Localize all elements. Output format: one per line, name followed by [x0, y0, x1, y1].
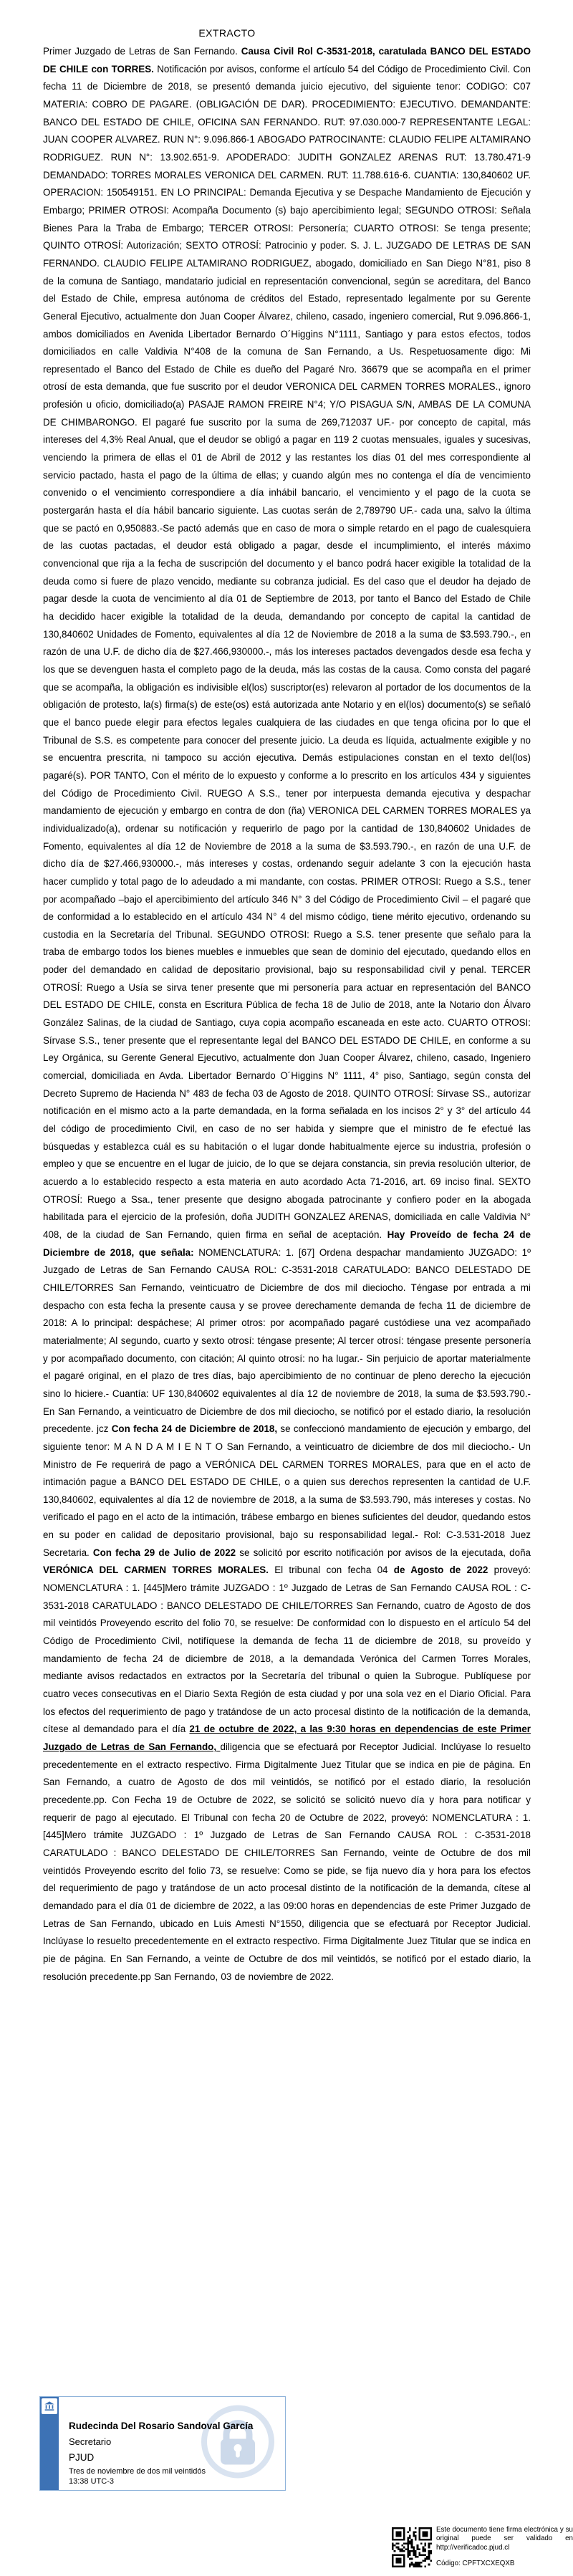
qr-code [392, 2527, 432, 2567]
verification-stamp [392, 2526, 573, 2572]
verification-text: Este documento tiene firma electrónica y su original puede ser validado en http://verificadoc.pjud.cl [436, 2526, 573, 2552]
signature-details [69, 2421, 279, 2486]
signer-name: Rudecinda Del Rosario Sandoval García [69, 2421, 254, 2431]
signature-accent-bar [40, 2397, 59, 2490]
verification-code-line [436, 2560, 514, 2567]
document-title: EXTRACTO [198, 27, 256, 39]
signature-date: Tres de noviembre de dos mil veintidós [69, 2467, 206, 2476]
verification-code-label: Código: [436, 2560, 461, 2567]
signer-organization: PJUD [69, 2452, 95, 2463]
courthouse-icon [42, 2398, 57, 2414]
verification-code: CPFTXCXEQXB [462, 2560, 515, 2567]
document-body-text: Primer Juzgado de Letras de San Fernando. Causa Civil Rol C-3531-2018, caratulada BANCO DEL ESTADO DE CHILE con TORRES. Notificación por avisos, conforme el artículo 54 del Código de Procedimiento Civil. Con fecha 11 de Diciembre de 2018, se presentó demanda juicio ejecutivo, del siguiente tenor: CODIGO: C07 MATERIA: COBRO DE PAGARE. (OBLIGACIÓN DE DAR). PROCEDIMIENTO: EJECUTIVO. DEMANDANTE: BANCO DEL ESTADO DE CHILE, OFICINA SAN FERNANDO. RUT: 97.030.000-7 REPRESENTANTE LEGAL: JUAN COOPER ALVAREZ. RUN N°: 9.096.866-1 ABOGADO PATROCINANTE: CLAUDIO FELIPE ALTAMIRANO RODRIGUEZ. RUN N°: 13.902.651-9. APODERADO: JUDITH GONZALEZ ARENAS RUT: 13.780.471-9 DEMANDADO: TORRES MORALES VERONICA DEL CARMEN. RUT: 11.788.616-6. CUANTIA: 130,840602 UF. OPERACION: 150549151. EN LO PRINCIPAL: Demanda Ejecutiva y se Despache Mandamiento de Ejecución y Embargo; PRIMER OTROSI: Acompaña Documento (s) bajo apercibimiento legal; SEGUNDO OTROSI: Señala Bienes Para la Traba de Embargo; TERCER OTROSI: Personería; CUARTO OTROSI: Se tenga presente; QUINTO OTROSÍ: Autorización; SEXTO OTROSÍ: Patrocinio y poder. S. J. L. JUZGADO DE LETRAS DE SAN FERNANDO. CLAUDIO FELIPE ALTAMIRANO RODRIGUEZ, abogado, domiciliado en San Diego N°81, piso 8 de la comuna de Santiago, mandatario judicial en representación convencional, según se acreditara, del Banco del Estado de Chile, empresa autónoma de créditos del Estado, representado legalmente por su Gerente General Ejecutivo, actualmente don Juan Cooper Álvarez, chileno, casado, ingeniero comercial, Rut 9.096.866-1, ambos domiciliados en Avenida Libertador Bernardo O´Higgins N°1111, Santiago y para estos efectos, todos domiciliados en calle Valdivia N°408 de la comuna de San Fernando, a Us. Respetuosamente digo: Mi representado el Banco del Estado de Chile es dueño del Pagaré Nro. 36679 que se acompaña en el primer otrosí de esta demanda, que fue suscrito por el deudor VERONICA DEL CARMEN TORRES MORALES., ignoro profesión u oficio, domiciliado(a) PASAJE RAMON FREIRE N°4; Y/O PISAGUA S/N, AMBAS DE LA COMUNA DE CHIMBARONGO. El pagaré fue suscrito por la suma de 269,712037 UF.- por concepto de capital, más intereses del 4,3% Real Anual, que el deudor se obligó a pagar en 119 2 cuotas mensuales, iguales y sucesivas, venciendo la primera de ellas el 01 de Abril de 2012 y las restantes los días 01 del mes correspondiente al servicio pactado, hasta el pago de la última de ellas; y cuando algún mes no contenga el día de vencimiento convenido o el vencimiento correspondiere a día inhábil bancario, el vencimiento y el pago de la cuota se postergarán hasta el día hábil bancario siguiente. Las cuotas serán de 2,789790 UF.- cada una, salvo la última que se pactó en 0,950883.-Se pactó además que en caso de mora o simple retardo en el pago de cualesquiera de las cuotas pactadas, el deudor está obligado a pagar, desde el incumplimiento, el interés máximo convencional que rija a la fecha de suscripción del documento y el banco podrá hacer exigible la totalidad de la deuda como si fuere de plazo vencido, mediante su cobranza judicial. Es del caso que el deudor ha dejado de pagar desde la cuota de vencimiento al día 01 de Septiembre de 2013, por tanto el Banco del Estado de Chile ha decidido hacer exigible la totalidad de la deuda, demandando por concepto de capital la cantidad de 130,840602 Unidades de Fomento, equivalentes al día 12 de Noviembre de 2018 a la suma de $3.593.790.-, en razón de una U.F. de dicho día de $27.466,930000.-, más los intereses pactados devengados desde esa fecha y los que se devenguen hasta el completo pago de la deuda, más las costas de la causa. Como consta del pagaré que se acompaña, la obligación es indivisible el(los) suscriptor(es) relevaron al portador de los documentos de la obligación de protesto, la(s) firma(s) de este(os) está autorizada ante Notario y en el(los) documento(s) se señaló que el banco puede elegir para efectos legales cualquiera de las ciudades en que tenga oficina por lo que el Tribunal de S.S. es competente para conocer del presente juicio. La deuda es líquida, actualmente exigible y no se encuentra prescrita, ni tampoco su acción ejecutiva. Demás estipulaciones constan en el texto del(los) pagaré(s). POR TANTO, Con el mérito de lo expuesto y conforme a lo prescrito en los artículos 434 y siguientes del Código de Procedimiento Civil. RUEGO A S.S., tener por interpuesta demanda ejecutiva y despachar mandamiento de ejecución y embargo en contra de don (ña) VERONICA DEL CARMEN TORRES MORALES ya individualizado(a), ordenar su notificación y requerirlo de pago por la cantidad de 130,840602 Unidades de Fomento, equivalentes al día 12 de Noviembre de 2018 a la suma de $3.593.790.-, en razón de una U.F. de dicho día de $27.466,930000.-, más intereses y costas, ordenando seguir adelante 3 con la ejecución hasta hacer cumplido y total pago de lo adeudado a mi mandante, con costas. PRIMER OTROSI: Ruego a S.S., tener por acompañado –bajo el apercibimiento del artículo 346 N° 3 del Código de Procedimiento Civil – el pagaré que de conformidad a lo establecido en el artículo 434 N° 4 del mismo código, tiene mérito ejecutivo, ordenando su custodia en la Secretaría del Tribunal. SEGUNDO OTROSI: Ruego a S.S. tener presente que señalo para la traba de embargo todos los bienes muebles e inmuebles que sean de dominio del ejecutado, quedando ellos en poder del demandado en calidad de depositario provisional, bajo su responsabilidad civil y penal. TERCER OTROSÍ: Ruego a Usía se sirva tener presente que mi personería para actuar en representación del BANCO DEL ESTADO DE CHILE, consta en Escritura Pública de fecha 18 de Julio de 2018, ante la Notario don Álvaro González Salinas, de la ciudad de Santiago, cuya copia acompaño escaneada en este acto. CUARTO OTROSI: Sírvase S.S., tener presente que el representante legal del BANCO DEL ESTADO DE CHILE, en conforme a su Ley Orgánica, su Gerente General Ejecutivo, actualmente don Juan Cooper Álvarez, chileno, casado, Ingeniero comercial, domiciliada en Avda. Libertador Bernardo O´Higgins N° 1111, 4° piso, Santiago, según consta del Decreto Supremo de Hacienda N° 483 de fecha 03 de Agosto de 2018. QUINTO OTROSÍ: Sírvase SS., autorizar notificación en el mismo acto a la parte demandada, en la forma señalada en los incisos 2° y 3° del artículo 44 del código de procedimiento Civil, en caso de no ser habida y siempre que el ministro de fe efectué las búsquedas y establezca cuál es su habitación o el lugar donde habitualmente ejerce su industria, profesión o empleo y que se encuentre en el lugar de juicio, de lo que se dejara constancia, sin previa resolución ulterior, de acuerdo a lo establecido respecto a esta materia en auto acordado Acta 71-2016, art. 69 inciso final. SEXTO OTROSÍ: Ruego a Ssa., tener presente que designo abogada patrocinante y confiero poder en la abogada habilitada para el ejercicio de la profesión, doña JUDITH GONZALEZ ARENAS, domiciliada en calle Valdivia N° 408, de la ciudad de San Fernando, quien firma en señal de aceptación. Hay Proveído de fecha 24 de Diciembre de 2018, que señala: NOMENCLATURA: 1. [67] Ordena despachar mandamiento JUZGADO: 1º Juzgado de Letras de San Fernando CAUSA ROL: C-3531-2018 CARATULADO: BANCO DELESTADO DE CHILE/TORRES San Fernando, veinticuatro de Diciembre de dos mil dieciocho. Téngase por entrada a mi despacho con esta fecha la presente causa y se provee derechamente demanda de fecha 11 de diciembre de 2018: A lo principal: despáchese; Al primer otros: por acompañado pagaré custódiese una vez acompañado materialmente; Al segundo, cuarto y sexto otrosí: téngase presente; Al tercer otrosí: téngase presente personería y por acompañado documento, con citación; Al quinto otrosí: no ha lugar.- Sin perjuicio de aportar materialmente el pagaré original, en el plazo de tres días, bajo apercibimiento de no continuar de pleno derecho la ejecución sino lo hiciere.- Cuantía: UF 130,840602 equivalentes al día 12 de noviembre de 2018, la suma de $3.593.790.- En San Fernando, a veinticuatro de Diciembre de dos mil dieciocho, se notificó por el estado diario, la resolución precedente. jcz Con fecha 24 de Diciembre de 2018, se confeccionó mandamiento de ejecución y embargo, del siguiente tenor: M A N D A M I E N T O San Fernando, a veinticuatro de diciembre de dos mil dieciocho.- Un Ministro de Fe requerirá de pago a VERÓNICA DEL CARMEN TORRES MORALES, para que en el acto de intimación pague a BANCO DEL ESTADO DE CHILE, o a quien sus derechos representen la cantidad de U.F. 130,840602, equivalentes al día 12 de noviembre de 2018, a la suma de $3.593.790, más intereses y costas. No verificado el pago en el acto de la intimación, trábese embargo en bienes suficientes del deudor, quedando estos en su poder en calidad de depositario provisional, bajo su responsabilidad legal.- Rol: C-3.531-2018 Juez Secretaria. Con fecha 29 de Julio de 2022 se solicitó por escrito notificación por avisos de la ejecutada, doña VERÓNICA DEL CARMEN TORRES MORALES. El tribunal con fecha 04 de Agosto de 2022 proveyó: NOMENCLATURA : 1. [445]Mero trámite JUZGADO : 1º Juzgado de Letras de San Fernando CAUSA ROL : C-3531-2018 CARATULADO : BANCO DELESTADO DE CHILE/TORRES San Fernando, cuatro de Agosto de dos mil veintidós Proveyendo escrito del folio 70, se resuelve: De conformidad con lo dispuesto en el artículo 54 del Código de Procedimiento Civil, notifíquese la demanda de fecha 11 de diciembre de 2018, su proveído y mandamiento de fecha 24 de diciembre de 2018, a la demandada Verónica del Carmen Torres Morales, mediante avisos redactados en extractos por la Secretaría del tribunal o quien la Subrogue. Publíquese por cuatro veces consecutivas en el Diario Sexta Región de esta ciudad y por una sola vez en el Diario Oficial. Para los efectos del requerimiento de pago y tratándose de un acto procesal distinto de la notificación de la demanda, cítese al demandado para el día 21 de octubre de 2022, a las 9:30 horas en dependencias de este Primer Juzgado de Letras de San Fernando, diligencia que se efectuará por Receptor Judicial. Inclúyase lo resuelto precedentemente en el extracto respectivo. Firma Digitalmente Juez Titular que se indica en pie de página. En San Fernando, a cuatro de Agosto de dos mil veintidós, se notificó por el estado diario, la resolución precedente.pp. Con Fecha 19 de Octubre de 2022, se solicitó se solicitó nuevo día y hora para notificar y requerir de pago al ejecutado. El Tribunal con fecha 20 de Octubre de 2022, proveyó: NOMENCLATURA : 1. [445]Mero trámite JUZGADO : 1º Juzgado de Letras de San Fernando CAUSA ROL : C-3531-2018 CARATULADO : BANCO DELESTADO DE CHILE/TORRES San Fernando, veinte de Octubre de dos mil veintidós Proveyendo escrito del folio 73, se resuelve: Como se pide, se fija nuevo día y hora para los efectos del requerimiento de pago y tratándose de un acto procesal distinto de la notificación de la demanda, cítese al demandado para el día 01 de diciembre de 2022, a las 09:00 horas en dependencias de este Primer Juzgado de Letras de San Fernando, ubicado en Luis Amesti N°1550, diligencia que se efectuará por Receptor Judicial. Inclúyase lo resuelto precedentemente en el extracto respectivo. Firma Digitalmente Juez Titular que se indica en pie de página. En San Fernando, a veinte de Octubre de dos mil veintidós, se notificó por el estado diario, la resolución precedente.pp San Fernando, 03 de noviembre de 2022. [43, 46, 531, 1982]
signer-role: Secretario [69, 2436, 112, 2447]
electronic-signature-box [39, 2396, 286, 2491]
signature-time: 13:38 UTC-3 [69, 2476, 114, 2486]
